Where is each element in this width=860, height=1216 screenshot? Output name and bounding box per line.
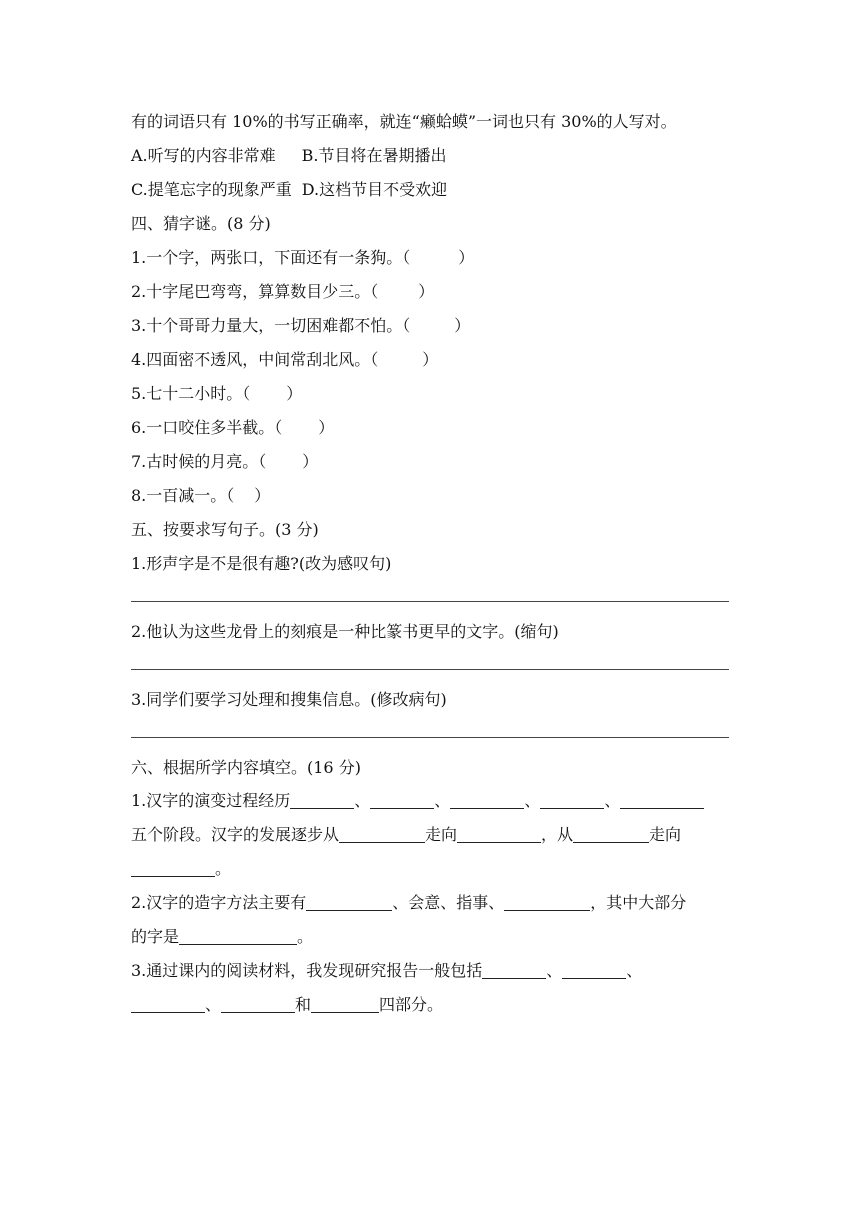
fill-blank[interactable]: [179, 928, 297, 945]
riddle-item: [131, 384, 302, 404]
riddle-text: 6.一口咬住多半截。（: [131, 418, 283, 437]
question-text: 走向: [425, 825, 458, 844]
separator: 、: [205, 995, 222, 1014]
riddle-answer-close: ）: [454, 316, 471, 335]
riddle-text: 8.一百减一。（: [131, 486, 235, 505]
separator: 、: [434, 791, 451, 810]
sentence-task: 3.同学们要学习处理和搜集信息。(修改病句): [131, 690, 447, 709]
riddle-item: [131, 486, 270, 506]
fill-blank[interactable]: [370, 792, 434, 809]
riddle-answer-close: ）: [302, 452, 319, 471]
riddle-text: 5.七十二小时。（: [131, 384, 251, 403]
fill-blank[interactable]: [339, 826, 425, 843]
fill-q1-line3: [131, 859, 231, 879]
fill-blank[interactable]: [504, 894, 590, 911]
riddle-answer-close: ）: [318, 418, 335, 437]
question-text: ，其中大部分: [590, 893, 687, 912]
separator: 、: [546, 961, 563, 980]
fill-blank[interactable]: [306, 894, 392, 911]
riddle-text: 4.四面密不透风，中间常刮北风。（: [131, 350, 379, 369]
section6-heading: 六、根据所学内容填空。(16 分): [131, 758, 361, 777]
riddle-answer-close: ）: [286, 384, 303, 403]
fill-blank[interactable]: [562, 962, 626, 979]
fill-q1-line2: [131, 825, 681, 845]
option-d: D.这档节目不受欢迎: [301, 180, 448, 199]
fill-blank[interactable]: [620, 792, 704, 809]
answer-line[interactable]: [131, 669, 729, 670]
fill-q1-line1: [131, 791, 704, 811]
question-text: 3.通过课内的阅读材料，我发现研究报告一般包括: [131, 961, 483, 980]
riddle-item: [131, 282, 434, 302]
riddle-item: [131, 418, 334, 438]
section4-heading: 四、猜字谜。(8 分): [131, 214, 271, 233]
fill-blank[interactable]: [290, 792, 354, 809]
options-row-1: [131, 146, 447, 166]
fill-blank[interactable]: [482, 962, 546, 979]
answer-line[interactable]: [131, 601, 729, 602]
fill-blank[interactable]: [540, 792, 604, 809]
riddle-item: [131, 248, 474, 268]
answer-line[interactable]: [131, 737, 729, 738]
riddle-answer-close: ）: [254, 486, 271, 505]
riddle-text: 7.古时候的月亮。（: [131, 452, 267, 471]
riddle-text: 3.十个哥哥力量大，一切困难都不怕。（: [131, 316, 411, 335]
riddle-text: 1.一个字，两张口，下面还有一条狗。（: [131, 248, 411, 267]
separator: 、: [524, 791, 541, 810]
question-text: 走向: [649, 825, 682, 844]
question-text: ，从: [541, 825, 574, 844]
riddle-answer-close: ）: [422, 350, 439, 369]
intro-line: 有的词语只有 10%的书写正确率，就连“癞蛤蟆”一词也只有 30%的人写对。: [131, 112, 677, 131]
fill-blank[interactable]: [221, 996, 295, 1013]
riddle-answer-close: ）: [458, 248, 475, 267]
sentence-task: 1.形声字是不是很有趣?(改为感叹句): [131, 554, 392, 573]
sentence-task: 2.他认为这些龙骨上的刻痕是一种比篆书更早的文字。(缩句): [131, 622, 559, 641]
riddle-text: 2.十字尾巴弯弯，算算数目少三。（: [131, 282, 379, 301]
separator: 、: [354, 791, 371, 810]
option-b: B.节目将在暑期播出: [301, 146, 447, 165]
question-text: 和: [295, 995, 312, 1014]
fill-q2-line1: [131, 893, 686, 913]
option-a: A.听写的内容非常难: [131, 146, 276, 165]
fill-blank[interactable]: [457, 826, 541, 843]
fill-blank[interactable]: [450, 792, 524, 809]
separator: 、: [604, 791, 621, 810]
options-row-2: [131, 180, 447, 200]
question-text: 1.汉字的演变过程经历: [131, 791, 291, 810]
riddle-item: [131, 350, 438, 370]
fill-q3-line1: [131, 961, 642, 981]
period: 。: [215, 859, 232, 878]
separator: 、: [626, 961, 643, 980]
fill-blank[interactable]: [311, 996, 379, 1013]
period: 。: [297, 927, 314, 946]
option-c: C.提笔忘字的现象严重: [131, 180, 292, 199]
fill-blank[interactable]: [131, 996, 205, 1013]
fill-blank[interactable]: [131, 860, 215, 877]
question-text: 五个阶段。汉字的发展逐步从: [131, 825, 340, 844]
question-text: 、会意、指事、: [392, 893, 505, 912]
riddle-item: [131, 316, 470, 336]
question-text: 2.汉字的造字方法主要有: [131, 893, 307, 912]
fill-blank[interactable]: [573, 826, 649, 843]
riddle-item: [131, 452, 318, 472]
section5-heading: 五、按要求写句子。(3 分): [131, 520, 319, 539]
riddle-answer-close: ）: [418, 282, 435, 301]
question-text: 的字是: [131, 927, 180, 946]
question-text: 四部分。: [379, 995, 444, 1014]
fill-q3-line2: [131, 995, 443, 1015]
fill-q2-line2: [131, 927, 313, 947]
